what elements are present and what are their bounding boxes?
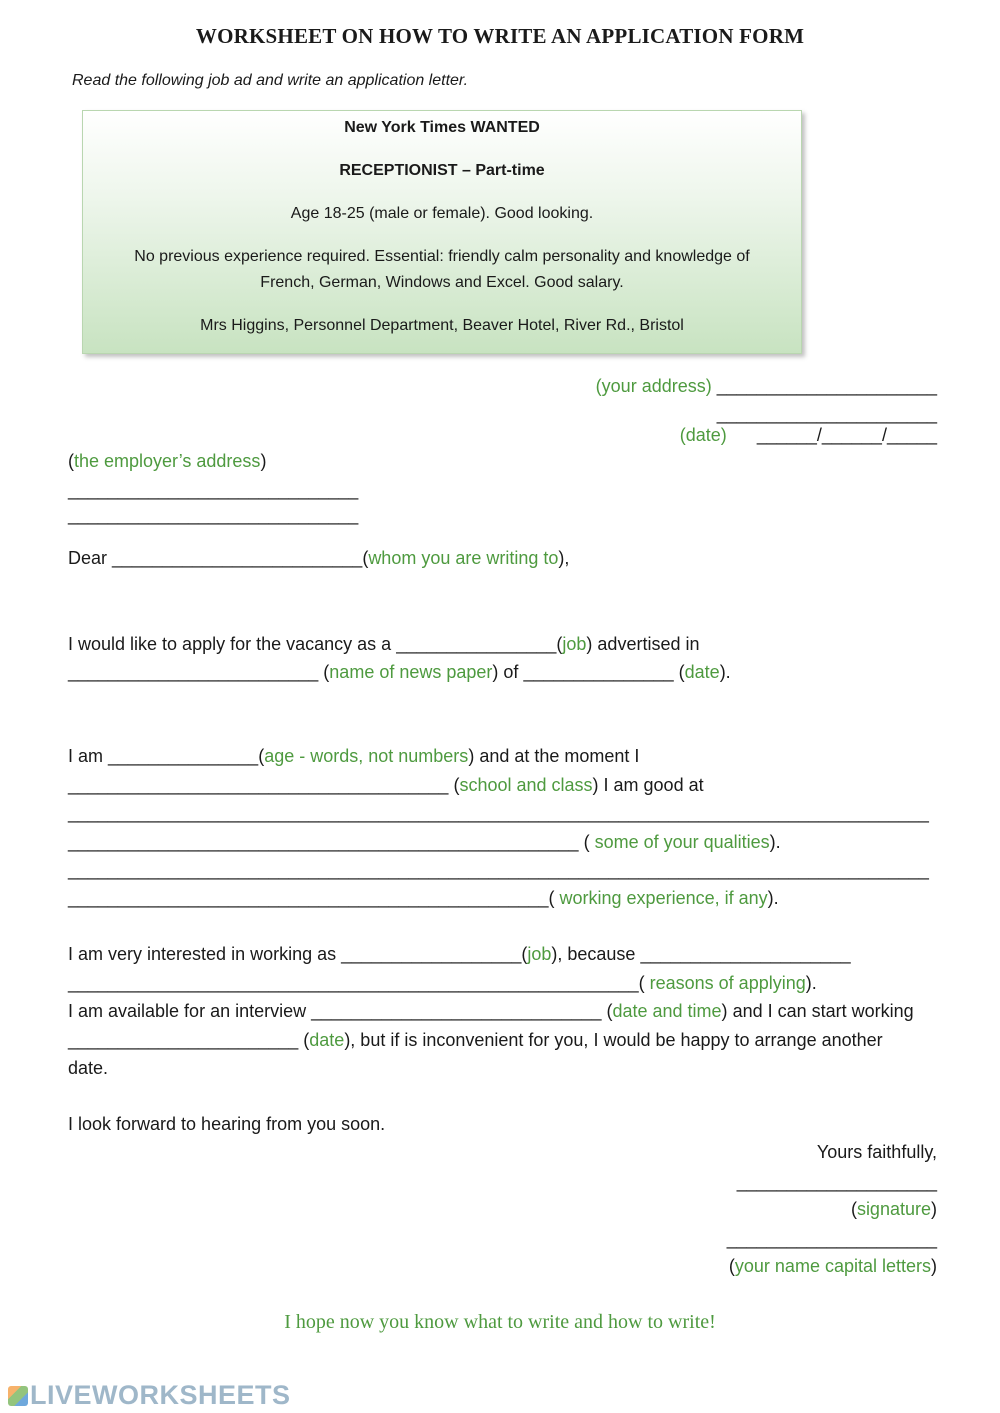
school-blank[interactable]: ______________________________________ — [68, 775, 449, 795]
paragraph3-line2: _________________________________________________________( reasons of applying). — [68, 973, 817, 993]
date-blank[interactable]: ______/______/_____ — [756, 425, 937, 445]
paragraph3-line4: _______________________ (date), but if is inconvenient for you, I would be happy to arrange another — [68, 1030, 883, 1050]
your-address-line: (your address) ______________________ — [595, 376, 937, 396]
page-title: WORKSHEET ON HOW TO WRITE AN APPLICATION FORM — [195, 24, 805, 48]
ad-heading: New York Times WANTED — [344, 119, 540, 136]
interested-job-blank[interactable]: __________________ — [341, 944, 522, 964]
job-ad-box — [82, 110, 802, 354]
ad-requirements-cont: French, German, Windows and Excel. Good salary. — [260, 274, 624, 291]
age-blank[interactable]: _______________ — [108, 746, 259, 766]
paragraph2-line1: I am _______________(age - words, not numbers) and at the moment I — [68, 746, 640, 766]
signature-hint: (signature) — [850, 1199, 937, 1219]
date-line: (date) ______/______/_____ — [679, 425, 937, 445]
paragraph2-line2: ______________________________________ (school and class) I am good at — [68, 775, 704, 795]
job-blank[interactable]: ________________ — [396, 634, 557, 654]
interview-blank[interactable]: _____________________________ — [311, 1001, 602, 1021]
ad-contact: Mrs Higgins, Personnel Department, Beaver Hotel, River Rd., Bristol — [200, 317, 684, 334]
ad-position: RECEPTIONIST – Part-time — [339, 162, 545, 179]
ad-age: Age 18-25 (male or female). Good looking. — [290, 205, 594, 222]
because-blank[interactable]: _____________________ — [640, 944, 851, 964]
experience-blank[interactable]: ________________________________________________ — [68, 888, 549, 908]
start-date-blank[interactable]: _______________________ — [68, 1030, 299, 1050]
yours-faithfully: Yours faithfully, — [816, 1142, 937, 1162]
employer-address-hint: (the employer’s address) — [68, 451, 267, 471]
salutation-blank[interactable]: _________________________ — [112, 548, 363, 568]
employer-address-blank-1[interactable]: _____________________________ — [68, 480, 359, 500]
paragraph2-line4: ___________________________________________________ ( some of your qualities). — [68, 832, 781, 852]
name-blank[interactable]: _____________________ — [726, 1229, 937, 1249]
closing-line: I look forward to hearing from you soon. — [68, 1114, 386, 1134]
salutation-line: Dear _________________________(whom you are writing to), — [68, 548, 570, 568]
paragraph3-line1: I am very interested in working as __________________(job), because _____________________ — [68, 944, 851, 964]
paragraph1-line2: _________________________ (name of news paper) of _______________ (date). — [68, 662, 731, 682]
newspaper-blank[interactable]: _________________________ — [68, 662, 319, 682]
logo-icon — [8, 1386, 28, 1406]
paragraph1-line1: I would like to apply for the vacancy as a ________________(job) advertised in — [68, 634, 700, 654]
your-address-blank-2[interactable]: ______________________ — [716, 404, 937, 424]
paragraph3-line5: date. — [68, 1058, 109, 1078]
ad-date-blank[interactable]: _______________ — [523, 662, 674, 682]
qualities-blank[interactable]: ___________________________________________________ — [68, 832, 579, 852]
signature-blank[interactable]: ____________________ — [736, 1172, 937, 1192]
reasons-blank[interactable]: _________________________________________________________ — [68, 973, 639, 993]
good-at-blank-2[interactable]: ______________________________________________________________________________________ — [68, 860, 929, 880]
name-hint: (your name capital letters) — [728, 1256, 937, 1276]
paragraph3-line3: I am available for an interview _____________________________ (date and time) and I can start working — [68, 1001, 914, 1021]
good-at-blank-1[interactable]: ______________________________________________________________________________________ — [68, 803, 929, 823]
paragraph2-line6: ________________________________________________( working experience, if any). — [68, 888, 779, 908]
ad-requirements: No previous experience required. Essential: friendly calm personality and knowledge of — [134, 248, 750, 265]
footer-message: I hope now you know what to write and how to write! — [284, 1311, 716, 1333]
liveworksheets-logo: LIVEWORKSHEETS — [8, 1380, 291, 1411]
employer-address-blank-2[interactable]: _____________________________ — [68, 505, 359, 525]
your-address-blank-1[interactable]: ______________________ — [716, 376, 937, 396]
instruction-text: Read the following job ad and write an application letter. — [72, 72, 469, 89]
